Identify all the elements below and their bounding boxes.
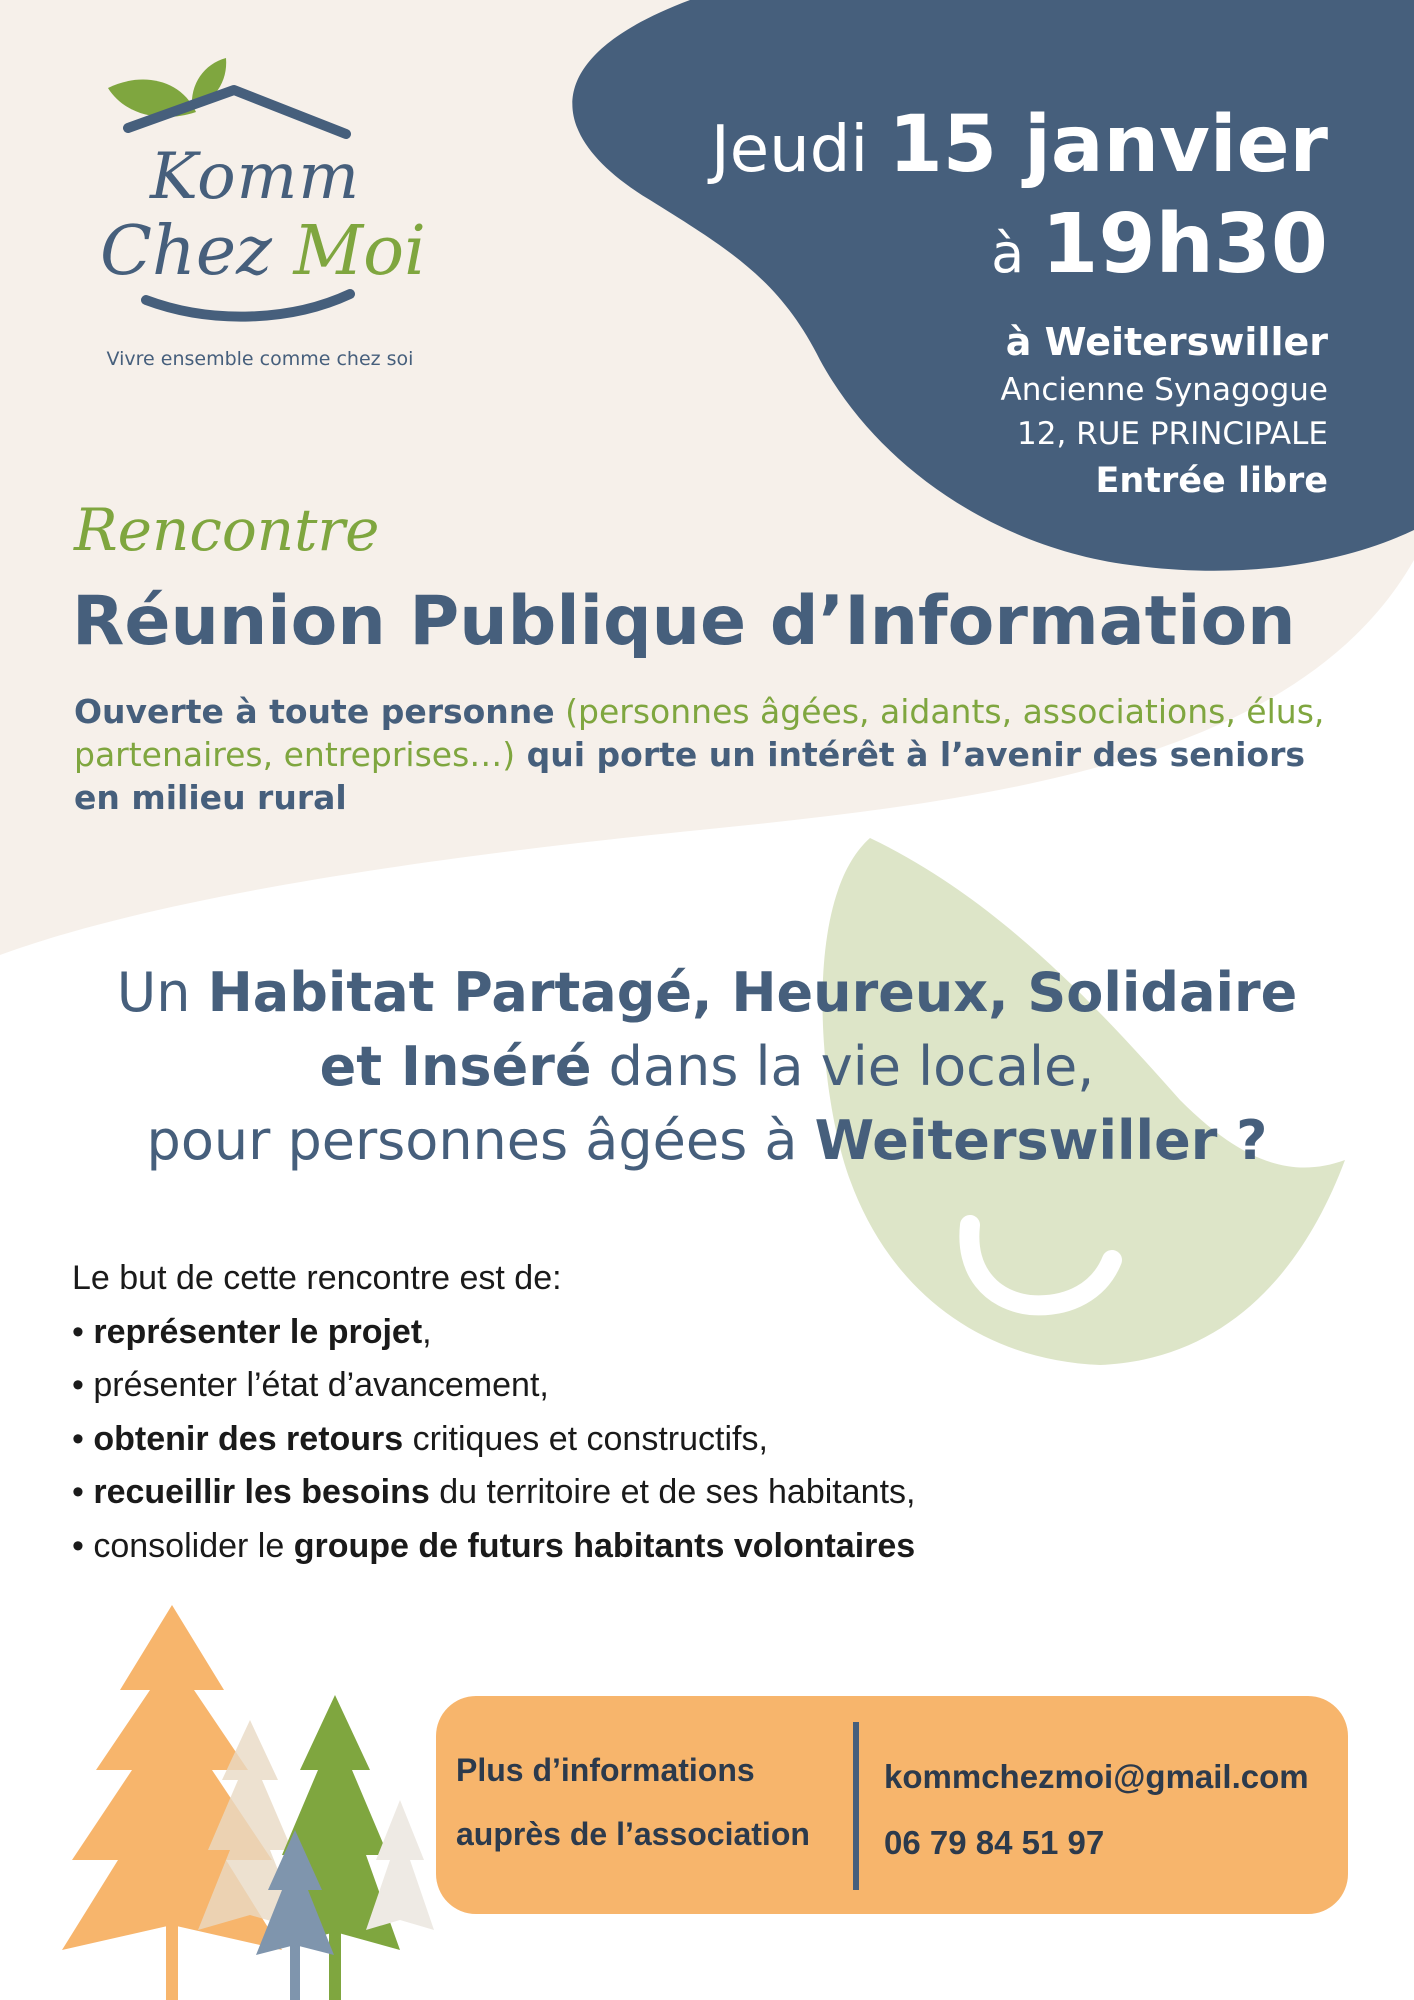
headline-line-1 <box>60 956 1354 1030</box>
audience-green: (personnes âgées, aidants, associations, élus, partenaires, entreprises…) <box>74 692 1325 774</box>
headline-bold-2: et Inséré <box>319 1035 592 1098</box>
contact-details <box>884 1744 1309 1876</box>
goal-bold: obtenir des retours <box>93 1419 404 1458</box>
contact-label-line-2: auprès de l’association <box>456 1816 810 1852</box>
event-time: 19h30 <box>1041 197 1328 292</box>
event-date: 15 janvier <box>888 100 1328 190</box>
event-entry: Entrée libre <box>1095 461 1328 501</box>
bullet-icon: • <box>72 1366 84 1404</box>
kicker-title: Rencontre <box>74 496 380 564</box>
goal-text: présenter l’état d’avancement, <box>93 1366 549 1404</box>
headline-line-2 <box>60 1030 1354 1104</box>
goal-text: critiques et constructifs, <box>403 1419 768 1458</box>
audience-text <box>74 690 1344 819</box>
white-tree-shape <box>366 1800 434 1930</box>
goal-bold: groupe de futurs habitants volontaires <box>293 1526 916 1565</box>
list-item <box>72 1466 915 1520</box>
event-time-prefix: à <box>991 222 1025 285</box>
headline <box>60 956 1354 1178</box>
event-day-word: Jeudi <box>710 113 869 187</box>
goal-bold: représenter le projet <box>93 1312 423 1351</box>
green-tree-trunk <box>329 1932 341 2000</box>
goals-list <box>72 1252 915 1573</box>
headline-bold-1: Habitat Partagé, Heureux, Solidaire <box>207 961 1298 1024</box>
bullet-icon: • <box>72 1419 84 1458</box>
list-item <box>72 1413 915 1467</box>
event-info <box>711 100 1328 506</box>
list-item <box>72 1520 915 1574</box>
audience-bold-1: Ouverte à toute personne <box>74 692 555 731</box>
logo-tagline: Vivre ensemble comme chez soi <box>106 348 414 370</box>
logo-text-chez-moi <box>100 212 426 291</box>
page-title: Réunion Publique d’Information <box>72 582 1296 661</box>
logo-text-chez: Chez <box>100 212 272 291</box>
headline-part-2: dans la vie locale, <box>591 1035 1095 1098</box>
trees-illustration <box>62 1605 434 2000</box>
goal-text: consolider le <box>93 1526 294 1565</box>
bullet-icon: • <box>72 1473 84 1511</box>
blue-tree-trunk <box>290 1945 300 2000</box>
bullet-icon: • <box>72 1312 84 1351</box>
goals-intro: Le but de cette rencontre est de: <box>72 1259 562 1297</box>
bullet-icon: • <box>72 1526 84 1565</box>
contact-email-link[interactable]: kommchezmoi@gmail.com <box>884 1758 1309 1795</box>
goal-text: du territoire et de ses habitants, <box>429 1473 916 1511</box>
event-time-line <box>711 195 1328 304</box>
goal-bold: recueillir les besoins <box>93 1473 430 1511</box>
headline-line-3 <box>60 1104 1354 1178</box>
event-date-line <box>711 100 1328 195</box>
event-place: Ancienne Synagogue <box>1000 372 1328 408</box>
list-item <box>72 1306 915 1360</box>
orange-tree-trunk <box>166 1925 178 2000</box>
contact-divider <box>853 1722 859 1890</box>
audience-bold-2: qui porte un intérêt à l’avenir des seniors en milieu rural <box>74 735 1306 817</box>
event-address: 12, RUE PRINCIPALE <box>1017 416 1328 452</box>
contact-phone-link[interactable]: 06 79 84 51 97 <box>884 1824 1105 1861</box>
headline-bold-3: Weiterswiller ? <box>814 1109 1268 1172</box>
event-city: à Weiterswiller <box>1005 320 1328 364</box>
list-item <box>72 1359 915 1413</box>
logo-text-moi: Moi <box>293 212 426 291</box>
headline-part-1: Un <box>116 961 208 1024</box>
contact-label-line-1: Plus d’informations <box>456 1752 755 1788</box>
goal-text: , <box>422 1312 432 1351</box>
headline-part-3: pour personnes âgées à <box>146 1109 815 1172</box>
contact-label <box>456 1738 810 1866</box>
logo-text-komm: Komm <box>150 140 360 214</box>
